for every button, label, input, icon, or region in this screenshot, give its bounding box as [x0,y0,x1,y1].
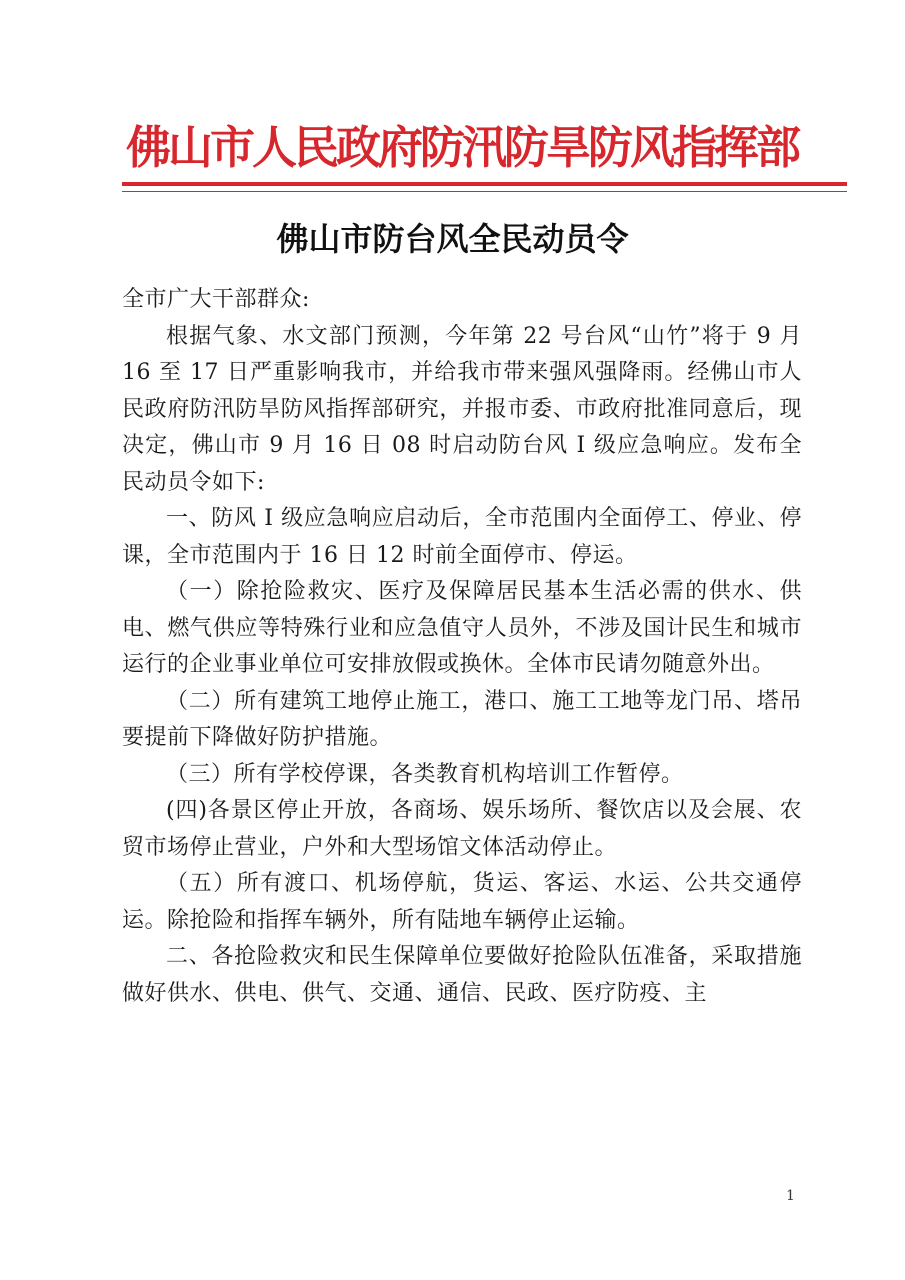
paragraph: （一）除抢险救灾、医疗及保障居民基本生活必需的供水、供电、燃气供应等特殊行业和应急值守人员外，不涉及国计民生和城市运行的企业事业单位可安排放假或换休。全体市民请勿随意外出。 [122,579,802,677]
document-title: 佛山市防台风全民动员令 [276,220,629,258]
paragraph: （二）所有建筑工地停止施工，港口、施工工地等龙门吊、塔吊要提前下降做好防护措施。 [122,688,802,750]
paragraph: 一、防风 I 级应急响应启动后，全市范围内全面停工、停业、停课，全市范围内于 16 日 12 时前全面停市、停运。 [122,506,802,568]
salutation: 全市广大干部群众: [122,287,310,312]
page-number: 1 [786,1188,795,1204]
document-body [122,282,802,1012]
paragraph: (四)各景区停止开放，各商场、娱乐场所、餐饮店以及会展、农贸市场停止营业，户外和大型场馆文体活动停止。 [122,798,802,860]
header-rule-thin [122,191,847,192]
org-header: 佛山市人民政府防汛防旱防风指挥部 [125,121,798,174]
header-rule-thick [122,182,847,186]
paragraph: （五）所有渡口、机场停航，货运、客运、水运、公共交通停运。除抢险和指挥车辆外，所有陆地车辆停止运输。 [122,871,802,933]
paragraph: （三）所有学校停课，各类教育机构培训工作暂停。 [166,761,684,787]
paragraph: 根据气象、水文部门预测，今年第 22 号台风“山竹”将于 9 月 16 至 17 日严重影响我市，并给我市带来强风强降雨。经佛山市人民政府防汛防旱防风指挥部研究，并报市委、市政府批准同意后，现决定，佛山市 9 月 16 日 08 时启动防台风 I 级应急响应。发布全民动员令如下: [122,323,802,495]
paragraph: 二、各抢险救灾和民生保障单位要做好抢险队伍准备，采取措施做好供水、供电、供气、交通、通信、民政、医疗防疫、主 [122,944,802,1006]
